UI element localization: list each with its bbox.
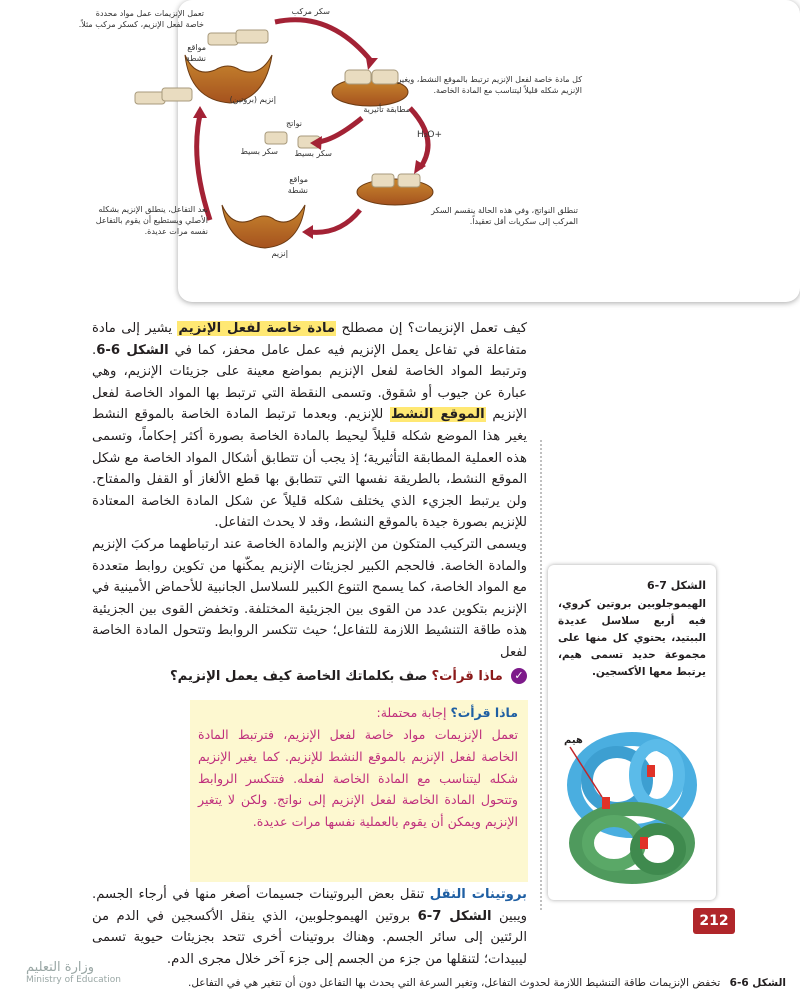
answer-box xyxy=(190,700,528,882)
ministry-name-en: Ministry of Education xyxy=(26,975,121,985)
heme-label: هيم xyxy=(564,735,583,746)
paragraph-enzyme-complex: ويسمى التركيب المتكون من الإنزيم والمادة الخاصة عند ارتباطهما مركبَ الإنزيم والمادة الخاصة. فالحجم الكبير لجزيئات الإنزيم يمكّنها من تكوين روابط متعددة مع المواد الخاصة، كما يسمح التنوع الكبير للسلاسل الجانبية للأحماض الأمينية في الإنزيم بتكوين عدد من القوى بين الجزيئية المختلفة. وتخفض القوى بين الجزيئية هذه طاقة التنشيط اللازمة للتفاعل؛ حيث تتكسر الروابط وتتحول المادة الخاصة لفعل xyxy=(92,536,527,660)
label-active-sites-2: مواقع نشطة xyxy=(287,175,308,195)
label-active-sites: مواقع نشطة xyxy=(185,43,206,63)
answer-heading-label: ماذا قرأت؟ xyxy=(450,705,518,720)
label-simple-sugar-1: سكر بسيط xyxy=(240,147,278,156)
label-enzyme: إنزيم xyxy=(271,249,288,258)
text-run: . وترتبط المواد الخاصة لفعل الإنزيم بمواضع معينة على جزيئات الإنزيم، وهي عبارة عن جيوب أو شقوق. وتسمى النقطة التي ترتبط بها المواد الخاصة لفعل الإنزيم xyxy=(92,342,527,423)
label-binding: كل مادة خاصة لفعل الإنزيم ترتبط بالموقع النشط، ويغير الإنزيم شكله قليلاً ليتناسب مع المادة الخاصة. xyxy=(397,75,582,95)
text-run: بروتين الهيموجلوبين، الذي ينقل الأكسجين في الدم من الرئتين إلى سائر الجسم. وهناك بروتينات أخرى تتحد بجزيئات حيوية تسمى ليبيدات؛ لتنقلها من جزء من الجسم إلى جزء آخر خلال مجرى الدم. xyxy=(92,908,527,967)
reading-check-question: صف بكلماتك الخاصة كيف يعمل الإنزيم؟ xyxy=(170,668,428,684)
text-run: يشير إلى مادة متفاعلة في تفاعل يعمل الإنزيم فيه عمل عامل محفز، كما في xyxy=(92,321,527,358)
page-number: 212 xyxy=(693,908,735,934)
ministry-name-ar: وزارة التعليم xyxy=(26,960,95,975)
label-simple-sugar-2: سكر بسيط xyxy=(294,149,332,158)
label-after-reaction: بعد التفاعل، ينطلق الإنزيم بشكله الأصلي ويستطيع أن يقوم بالتفاعل نفسه مرات عديدة. xyxy=(95,205,208,236)
answer-heading-text: إجابة محتملة: xyxy=(376,705,447,720)
label-products: نواتج xyxy=(286,119,302,128)
label-release: تنطلق النواتج، وفي هذه الحالة ينقسم السكر المركب إلى سكريات أقل تعقيداً. xyxy=(431,206,578,226)
paragraph-enzyme-function xyxy=(92,318,527,534)
label-enzyme-protein: إنزيم (بروتين) xyxy=(229,95,276,104)
hemoglobin-image xyxy=(562,725,702,890)
checkmark-icon: ✓ xyxy=(511,668,527,684)
label-enzyme-substrates: تعمل الإنزيمات عمل مواد محددة خاصة لفعل الإنزيم، كسكر مركب مثلاً. xyxy=(78,9,204,29)
label-water: +H₂O xyxy=(416,130,442,140)
ministry-logo xyxy=(26,960,154,996)
figure-ref-7-6[interactable]: الشكل 7-6 xyxy=(417,908,492,924)
text-run: كيف تعمل الإنزيمات؟ إن مصطلح xyxy=(336,321,527,336)
side-title: الشكل 7-6 xyxy=(646,579,706,592)
answer-heading xyxy=(190,700,528,722)
side-body: الهيموجلوبين بروتين كروي، فيه أربع سلاسل عديدة الببتيد، يحتوي كل منها على مجموعة حديد تسمى هيم، يرتبط معها الأكسجين. xyxy=(558,598,706,678)
figure-7-6-panel xyxy=(548,565,716,900)
term-substrate: مادة خاصة لفعل الإنزيم xyxy=(178,321,336,336)
answer-body: تعمل الإنزيمات مواد خاصة لفعل الإنزيم، فترتبط المادة الخاصة لفعل الإنزيم بالموقع النشط للإنزيم. كما يغير الإنزيم شكله ليتناسب مع المادة الخاصة لفعله. فتتكسر الروابط وتتحول المادة الخاصة لفعل الإنزيم إلى نواتج. ولكن لا يتغير الإنزيم ويمكن أن يقوم بالعملية نفسها مرات عديدة. xyxy=(198,727,518,830)
term-transport-proteins: بروتينات النقل xyxy=(429,887,528,902)
text-run: تنقل بعض البروتينات جسيمات أصغر منها في أرجاء الجسم. ويبين xyxy=(92,887,527,924)
label-induced-fit: مطابقة تأثيرية xyxy=(363,105,410,114)
caption-text: تخفض الإنزيمات طاقة التنشيط اللازمة لحدوث التفاعل، وتغير السرعة التي يحدث بها التفاعل دون أن تتغير هي في التفاعل. xyxy=(188,977,721,989)
reading-check xyxy=(92,666,527,688)
column-divider xyxy=(540,440,542,910)
caption-number: الشكل 6-6 xyxy=(729,977,786,989)
paragraph-transport-proteins xyxy=(92,884,527,970)
term-active-site: الموقع النشط xyxy=(390,407,485,423)
text-run: للإنزيم. وبعدما ترتبط المادة الخاصة بالموقع النشط يغير هذا الموضع شكله قليلاً ليحيط بالمادة الخاصة بصورة أكثر إحكاماً، وتسمى هذه العملية المطابقة التأثيرية؛ إذ يجب أن تتطابق أشكال المواد الخاصة مع شكل الموقع النشط، بالطريقة نفسها التي تتطابق بها قطع الألغاز أو القفل والمفتاح. ولن يرتبط الجزيء الذي يختلف شكله قليلاً عن شكل المادة الخاصة المعتادة للإنزيم بصورة جيدة بالموقع النشط، وقد لا يحدث التفاعل. xyxy=(92,407,527,531)
main-text xyxy=(92,318,527,687)
figure-ref-6-6[interactable]: الشكل 6-6 xyxy=(96,342,169,358)
label-complex-sugar: سكر مركب xyxy=(291,7,330,16)
reading-check-label: ماذا قرأت؟ xyxy=(431,668,503,684)
